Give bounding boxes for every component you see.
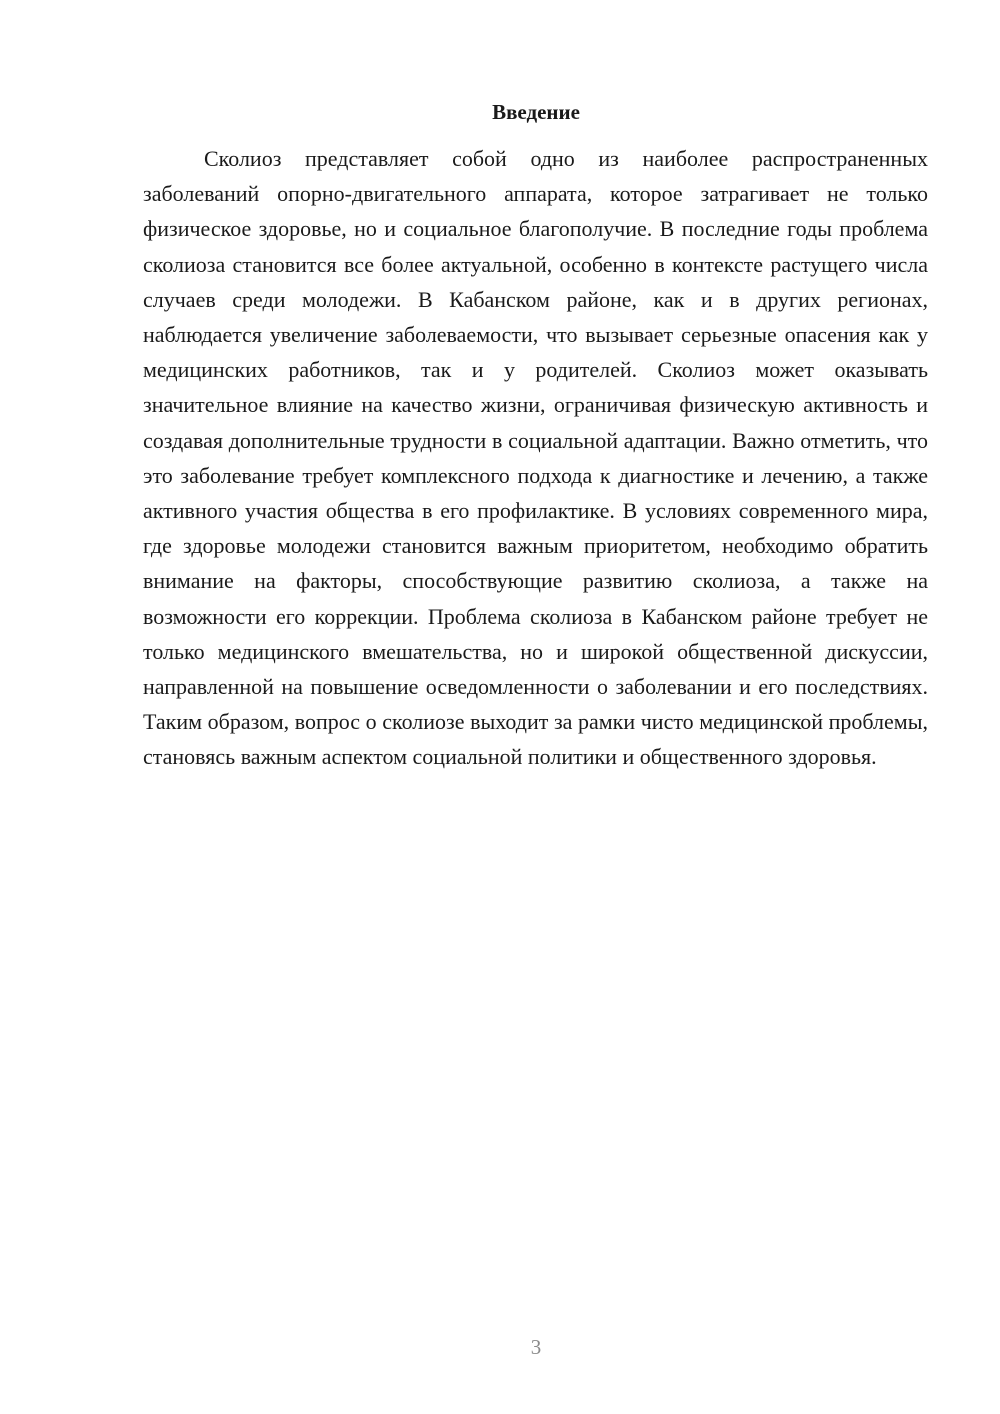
section-heading: Введение <box>492 100 580 124</box>
body-paragraph: Сколиоз представляет собой одно из наиболее распространенных заболеваний опорно-двигательного аппарата, которое затрагивает не только физическое здоровье, но и социальное благополучие. В последние годы проблема сколиоза становится все более актуальной, особенно в контексте растущего числа случаев среди молодежи. В Кабанском районе, как и в других регионах, наблюдается увеличение заболеваемости, что вызывает серьезные опасения как у медицинских работников, так и у родителей. Сколиоз может оказывать значительное влияние на качество жизни, ограничивая физическую активность и создавая дополнительные трудности в социальной адаптации. Важно отметить, что это заболевание требует комплексного подхода к диагностике и лечению, а также активного участия общества в его профилактике. В условиях современного мира, где здоровье молодежи становится важным приоритетом, необходимо обратить внимание на факторы, способствующие развитию сколиоза, а также на возможности его коррекции. Проблема сколиоза в Кабанском районе требует не только медицинского вмешательства, но и широкой общественной дискуссии, направленной на повышение осведомленности о заболевании и его последствиях. Таким образом, вопрос о сколиозе выходит за рамки чисто медицинской проблемы, становясь важным аспектом социальной политики и общественного здоровья. <box>143 146 928 770</box>
page-number: 3 <box>530 1335 542 1359</box>
